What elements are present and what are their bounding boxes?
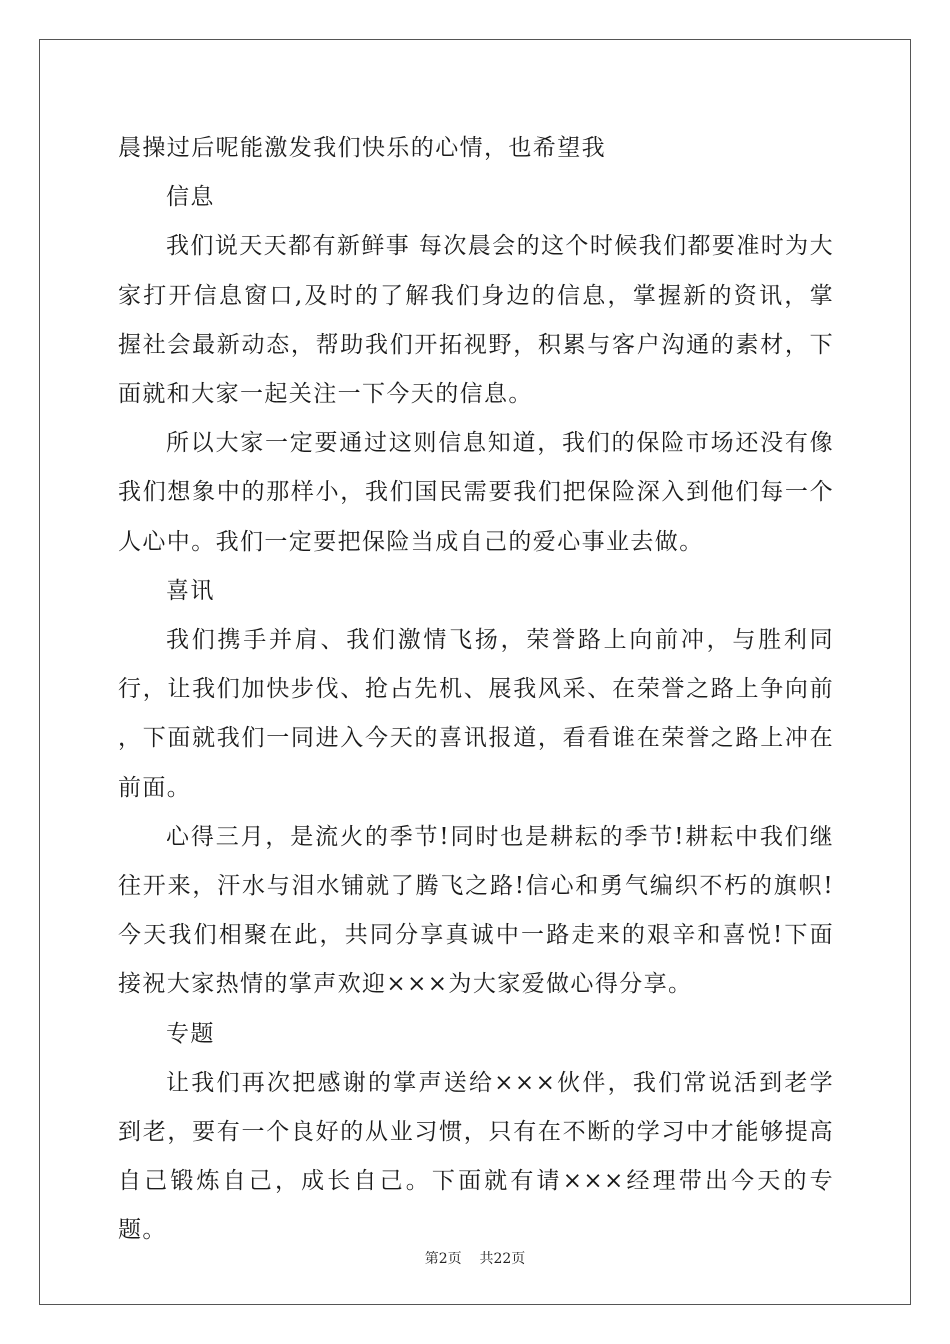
section-heading-good-news: 喜讯 <box>166 577 215 604</box>
paragraph: 让我们再次把感谢的掌声送给×××伙伴，我们常说活到老学到老，要有一个良好的从业习惯，只有在不断的学习中才能够提高自己锻炼自己，成长自己。下面就有请×××经理带出今天的专题。 <box>118 1069 834 1244</box>
section-heading-info: 信息 <box>166 184 215 211</box>
paragraph: 所以大家一定要通过这则信息知道，我们的保险市场还没有像我们想象中的那样小，我们国民需要我们把保险深入到他们每一个人心中。我们一定要把保险当成自己的爱心事业去做。 <box>118 430 834 555</box>
paragraph: 晨操过后呢能激发我们快乐的心情，也希望我 <box>118 135 606 161</box>
paragraph: 我们携手并肩、我们激情飞扬，荣誉路上向前冲，与胜利同行，让我们加快步伐、抢占先机、展我风采、在荣誉之路上争向前 ，下面就我们一同进入今天的喜讯报道，看看谁在荣誉之路上冲在前面。 <box>118 627 834 801</box>
paragraph: 我们说天天都有新鲜事 每次晨会的这个时候我们都要准时为大家打开信息窗口,及时的了解我们身边的信息，掌握新的资讯，掌握社会最新动态，帮助我们开拓视野，积累与客户沟通的素材，下面就和大家一起关注一下今天的信息。 <box>118 233 834 408</box>
paragraph: 心得三月，是流火的季节!同时也是耕耘的季节!耕耘中我们继往开来，汗水与泪水铺就了腾飞之路!信心和勇气编织不朽的旗帜!今天我们相聚在此，共同分享真诚中一路走来的艰辛和喜悦!下面接祝大家热情的掌声欢迎×××为大家爱做心得分享。 <box>118 823 834 998</box>
page-number: 第2页 <box>424 1251 462 1267</box>
page-footer <box>0 1248 950 1268</box>
document-body <box>118 124 834 1256</box>
page-total: 共22页 <box>479 1251 526 1267</box>
section-heading-topic: 专题 <box>166 1020 215 1047</box>
